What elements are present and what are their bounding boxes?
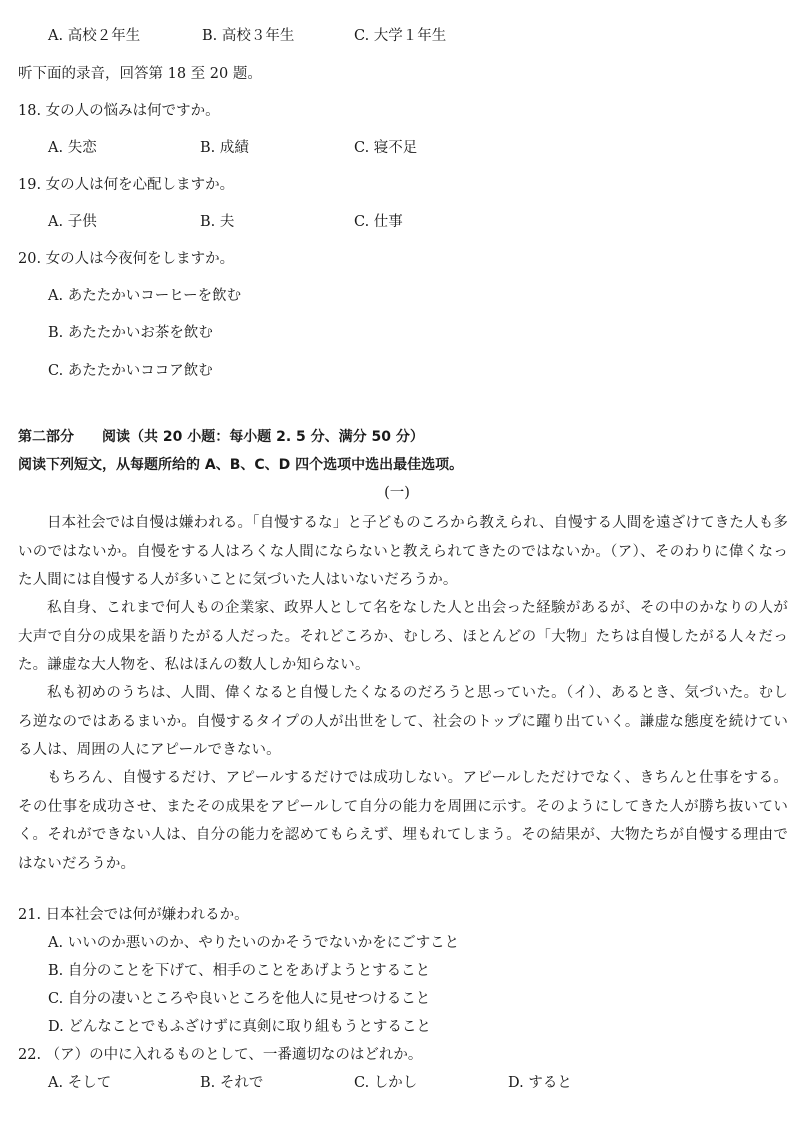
q18-option-c: C. 寝不足 [354,140,418,156]
q19-option-b: B. 夫 [200,214,235,230]
q19-option-c: C. 仕事 [354,214,403,230]
q20-option-b: B. あたたかいお茶を飲む [48,325,213,341]
q18-option-b: B. 成績 [200,140,249,156]
section2-instruction: 阅读下列短文，从每题所给的 A、B、C、D 四个选项中选出最佳选项。 [18,457,464,473]
q19-option-a: A. 子供 [48,214,97,230]
passage-paragraph-4: もちろん、自慢するだけ、アピールするだけでは成功しない。アピールしただけでなく、きちんと仕事をする。その仕事を成功させ、またその成果をアピールして自分の能力を周囲に示す。そのようにしてきた人が勝ち抜いていく。それができない人は、自分の能力を認めてもらえず、埋もれてしまう。その結果が、大物たちが自慢する理由ではないだろうか。 [18,770,788,872]
passage-paragraph-3: 私も初めのうちは、人間、偉くなると自慢したくなるのだろうと思っていた。（イ）、あるとき、気づいた。むしろ逆なのではあるまいか。自慢するタイプの人が出世をして、社会のトップに躍り出ていく。謙虚な態度を続けている人は、周囲の人にアピールできない。 [18,685,788,758]
q17-option-b: B. 高校３年生 [202,28,295,44]
passage-paragraph-2: 私自身、これまで何人もの企業家、政界人として名をなした人と出会った経験があるが、その中のかなりの人が大声で自分の成果を語りたがる人だった。それどころか、むしろ、ほとんどの「大物」たちは自慢したがる人々だった。謙虚な大人物を、私はほんの数人しか知らない。 [18,600,788,673]
passage-number: (一) [384,485,410,501]
q21-option-b: B. 自分のことを下げて、相手のことをあげようとすること [48,963,431,979]
q22-option-c: C. しかし [354,1075,418,1091]
q21-option-a: A. いいのか悪いのか、やりたいのかそうでないかをにごすこと [48,935,460,951]
q17-options [48,26,748,46]
q18-option-a: A. 失恋 [48,140,97,156]
q19-stem: 19. 女の人は何を心配しますか。 [18,177,235,193]
q21-stem: 21. 日本社会では何が嫌われるか。 [18,907,249,923]
q22-option-b: B. それで [200,1075,264,1091]
passage-paragraph-1: 日本社会では自慢は嫌われる。「自慢するな」と子どものころから教えられ、自慢する人間を遠ざけてきた人も多いのではないか。自慢をする人はろくな人間にならないと教えられてきたのではないか。（ア）、そのわりに偉くなった人間には自慢する人が多いことに気づいた人はいないだろうか。 [18,515,788,588]
q19-options [48,212,748,232]
section2-title: 第二部分 阅读（共 20 小题：每小题 2. 5 分、满分 50 分） [18,429,424,445]
q17-option-a: A. 高校２年生 [48,28,141,44]
q17-option-c: C. 大学１年生 [354,28,447,44]
q18-options [48,138,748,158]
q22-option-a: A. そして [48,1075,112,1091]
listening-intro: 听下面的录音，回答第 18 至 20 题。 [18,66,262,82]
q21-option-c: C. 自分の凄いところや良いところを他人に見せつけること [48,991,431,1007]
q22-option-d: D. すると [508,1075,572,1091]
q22-stem: 22. （ア）の中に入れるものとして、一番適切なのはどれか。 [18,1047,423,1063]
q20-option-c: C. あたたかいココア飲む [48,363,213,379]
q20-option-a: A. あたたかいコーヒーを飲む [48,288,242,304]
q22-options [48,1073,748,1093]
q21-option-d: D. どんなことでもふざけずに真剣に取り組もうとすること [48,1019,431,1035]
q18-stem: 18. 女の人の悩みは何ですか。 [18,103,220,119]
q20-stem: 20. 女の人は今夜何をしますか。 [18,251,235,267]
